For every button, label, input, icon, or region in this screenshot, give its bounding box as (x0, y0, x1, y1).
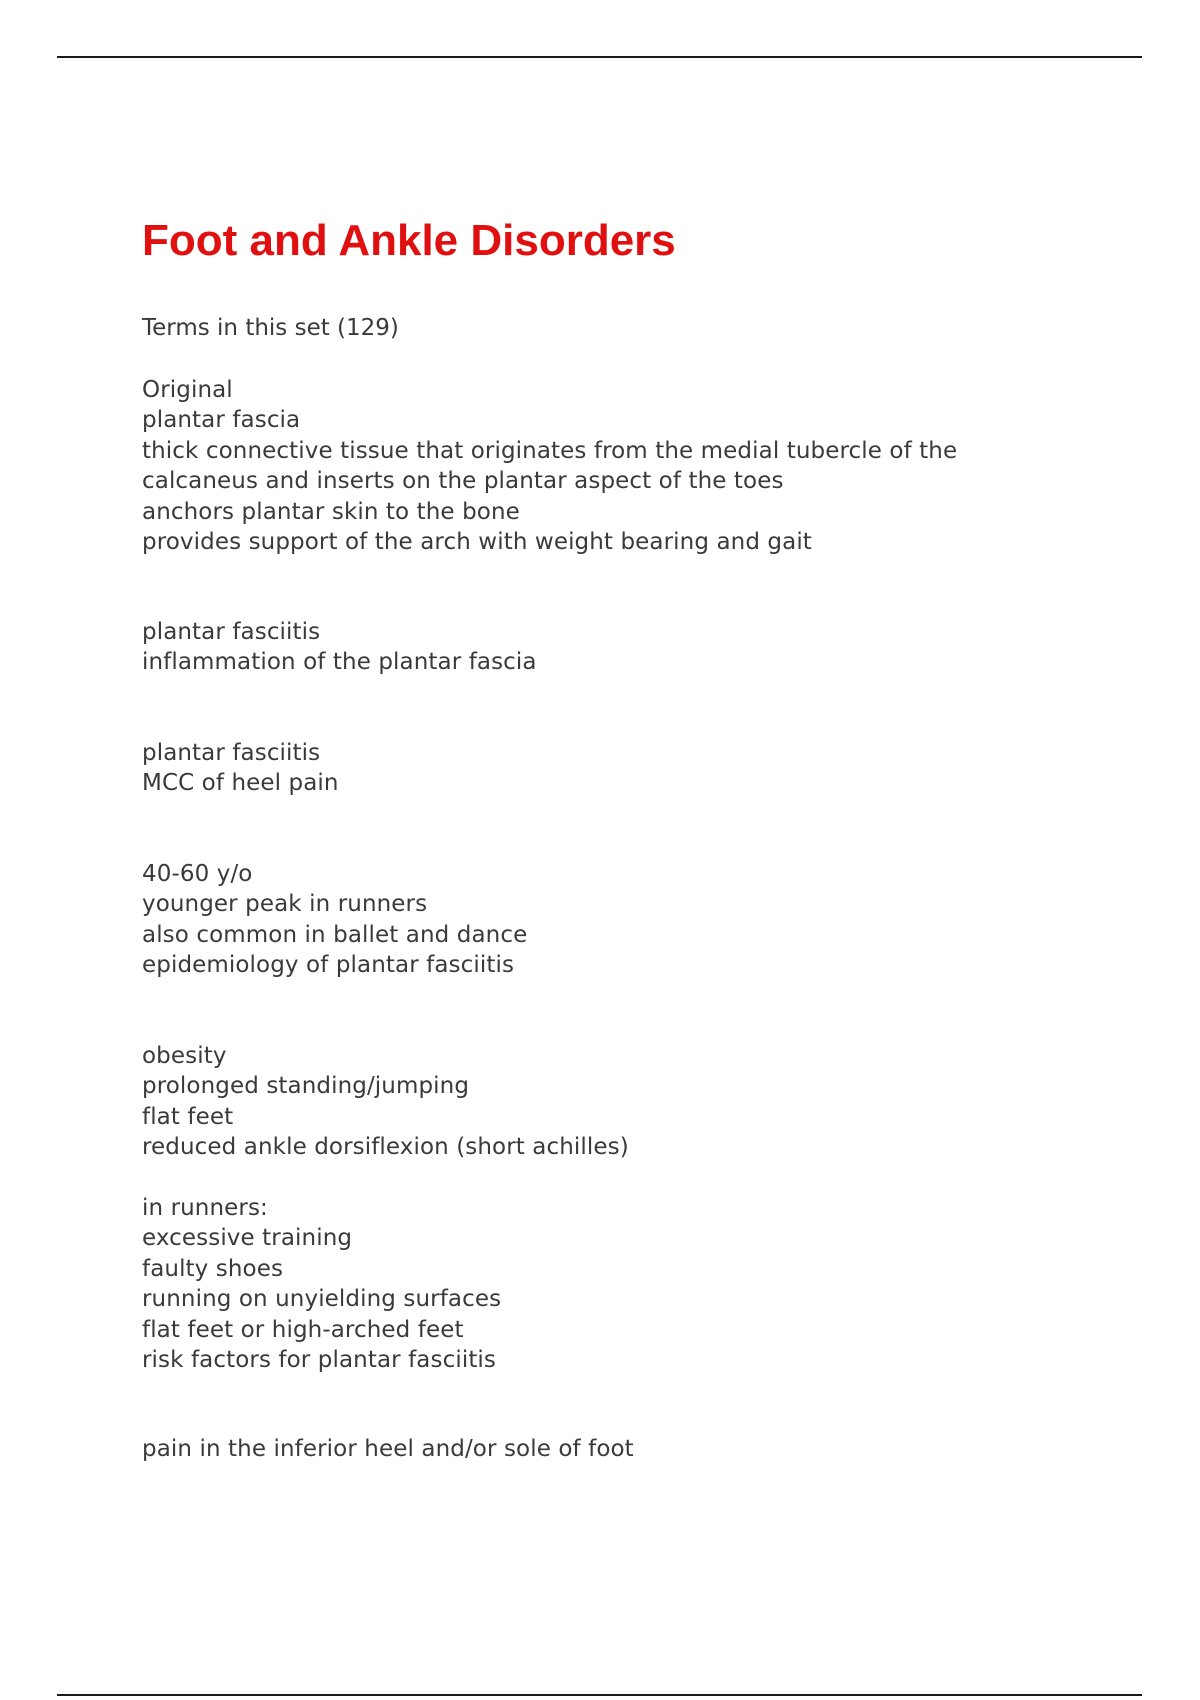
term-card (142, 859, 1142, 981)
card-line: reduced ankle dorsiflexion (short achilles) (142, 1134, 629, 1161)
card-line: in runners: (142, 1195, 268, 1222)
card-line: flat feet or high-arched feet (142, 1316, 464, 1343)
card-line: provides support of the arch with weight bearing and gait (142, 529, 812, 556)
card-line: running on unyielding surfaces (142, 1286, 502, 1313)
term-card (142, 1434, 1142, 1464)
card-line: younger peak in runners (142, 891, 428, 918)
card-line: excessive training (142, 1225, 353, 1252)
card-line: calcaneus and inserts on the plantar aspect of the toes (142, 468, 784, 495)
card-line: plantar fascia (142, 407, 301, 434)
terms-count: Terms in this set (129) (142, 315, 399, 341)
card-line: Original (142, 377, 233, 403)
card-line: faulty shoes (142, 1255, 284, 1282)
term-card (142, 617, 1142, 678)
card-line: prolonged standing/jumping (142, 1073, 470, 1100)
top-divider (57, 56, 1142, 58)
document-title: Foot and Ankle Disorders (142, 216, 676, 265)
card-line: 40-60 y/o (142, 861, 253, 887)
card-line: risk factors for plantar fasciitis (142, 1347, 497, 1374)
card-line: also common in ballet and dance (142, 921, 528, 948)
term-card (142, 1041, 1142, 1375)
card-line: obesity (142, 1043, 227, 1069)
card-line: plantar fasciitis (142, 740, 321, 766)
card-line: plantar fasciitis (142, 619, 321, 645)
term-card (142, 738, 1142, 799)
term-card (142, 375, 1142, 557)
bottom-divider (57, 1694, 1142, 1696)
card-line: epidemiology of plantar fasciitis (142, 952, 515, 979)
card-line: anchors plantar skin to the bone (142, 498, 520, 525)
card-line-gap (142, 1163, 1142, 1193)
card-line: flat feet (142, 1103, 234, 1130)
card-line: thick connective tissue that originates from the medial tubercle of the (142, 437, 958, 464)
card-line: pain in the inferior heel and/or sole of foot (142, 1436, 634, 1462)
card-line: MCC of heel pain (142, 770, 339, 797)
card-line: inflammation of the plantar fascia (142, 649, 537, 676)
